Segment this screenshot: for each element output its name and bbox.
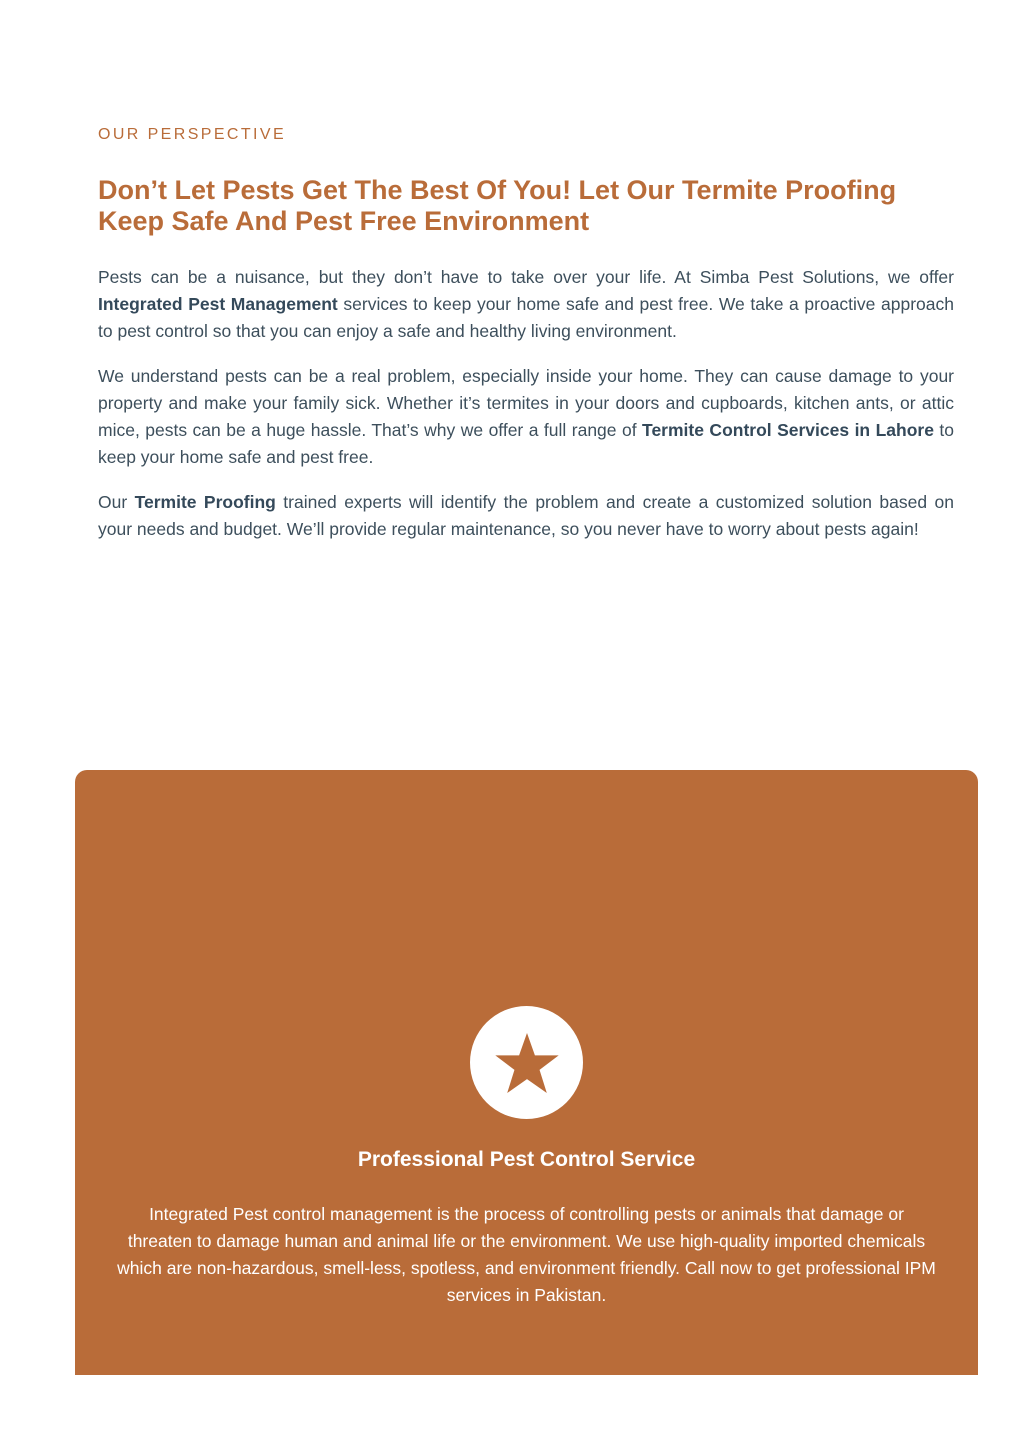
section-eyebrow: OUR PERSPECTIVE: [98, 126, 287, 143]
paragraph-experts-text-start: Our: [98, 492, 135, 512]
star-icon: [494, 1031, 560, 1095]
termite-control-services-highlight: Termite Control Services in Lahore: [642, 420, 934, 440]
paragraph-experts-text-end: trained experts will identify the problem and create a customized solution based on your needs and budget. We’ll provide regular maintenance, so you never have to worry about pests again!: [98, 492, 954, 539]
section-headline: Don’t Let Pests Get The Best Of You! Let Our Termite Proofing Keep Safe And Pest Free Environment: [98, 175, 897, 236]
paragraph-intro-text-end: services to keep your home safe and pest free. We take a proactive approach to pest control so that you can enjoy a safe and healthy living environment.: [98, 294, 954, 341]
service-card-description: Integrated Pest control management is the process of controlling pests or animals that damage or threaten to damage human and animal life or the environment. We use high-quality imported chemicals which are non-hazardous, smell-less, spotless, and environment friendly. Call now to get professional IPM services in Pakistan.: [117, 1204, 936, 1305]
termite-proofing-highlight: Termite Proofing: [134, 492, 276, 512]
integrated-pest-management-highlight: Integrated Pest Management: [98, 294, 338, 314]
service-card-title: Professional Pest Control Service: [357, 1148, 696, 1171]
paragraph-problem: [98, 363, 954, 471]
paragraph-problem-text-end: to keep your home safe and pest free.: [98, 420, 954, 467]
paragraph-problem-text-start: We understand pests can be a real problem, especially inside your home. They can cause damage to your property and make your family sick. Whether it’s termites in your doors and cupboards, kitchen ants, or attic mice, pests can be a huge hassle. That’s why we offer a full range of: [98, 366, 954, 440]
paragraph-intro-text-start: Pests can be a nuisance, but they don’t have to take over your life. At Simba Pest Solutions, we offer: [98, 267, 954, 287]
perspective-body: [98, 264, 954, 561]
paragraph-intro: [98, 264, 954, 345]
star-badge: [470, 1006, 583, 1119]
paragraph-experts: [98, 489, 954, 543]
service-card: [75, 770, 978, 1375]
